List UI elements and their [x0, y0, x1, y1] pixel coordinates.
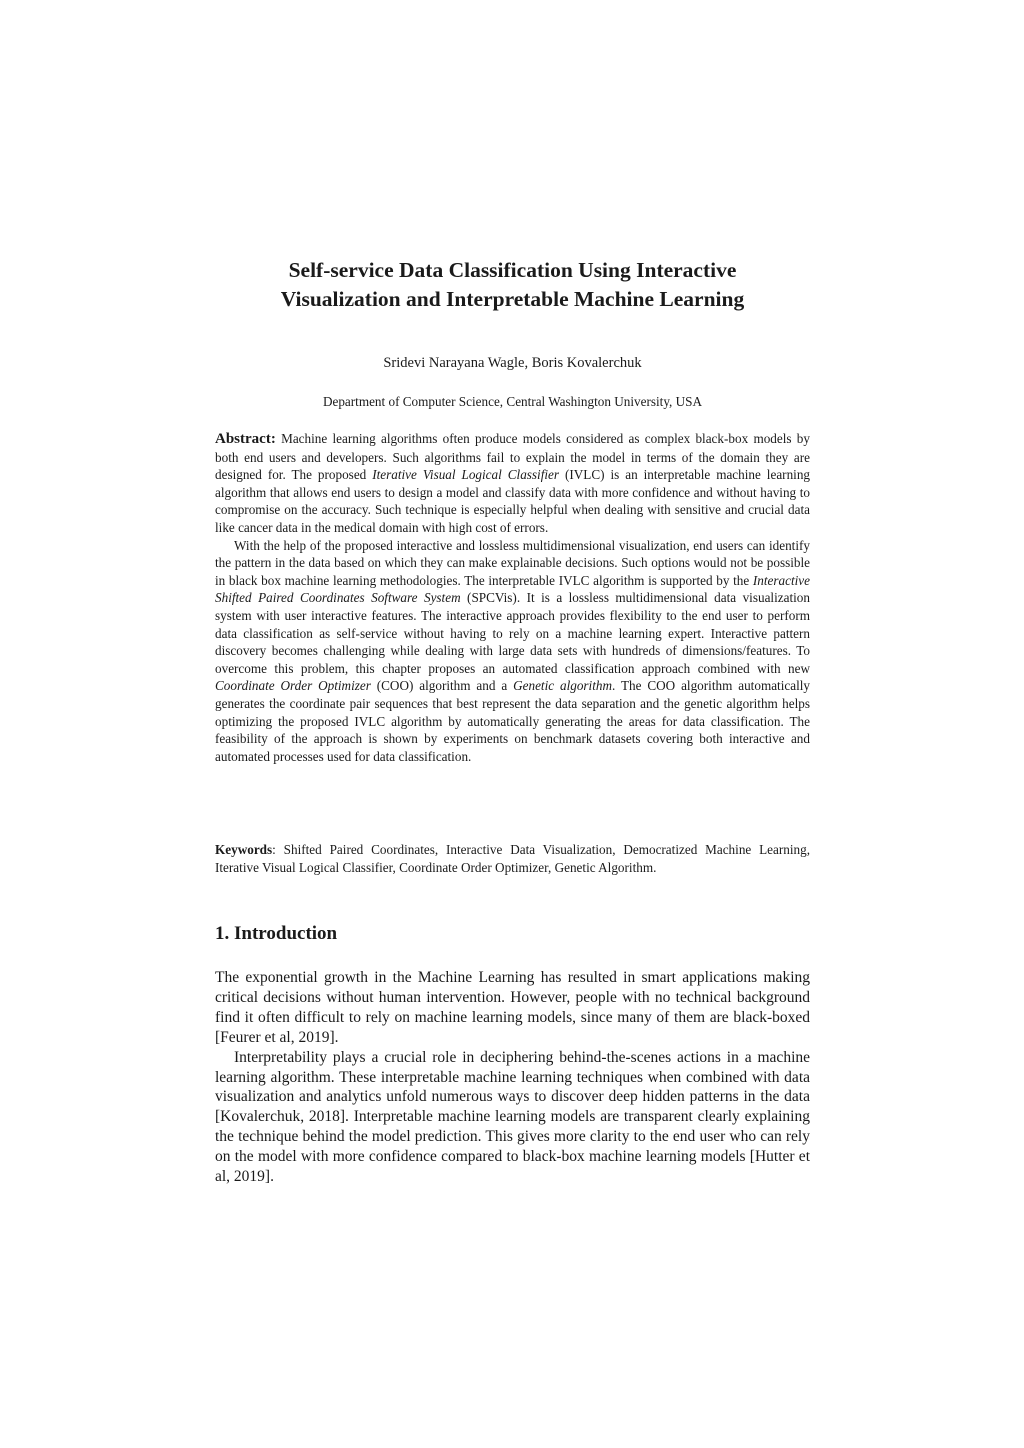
abstract-text: (SPCVis). It is a lossless multidimensional data visualization system with user interactive features. The interactive approach provides flexibility to the end user to perform data classification as self-service without having to rely on a machine learning expert. Interactive pattern discovery becomes challenging while dealing with large data sets with hundreds of dimensions/features. To overcome this problem, this chapter proposes an automated classification approach combined with new	[215, 590, 810, 676]
abstract-term-genetic: Genetic algorithm	[513, 678, 613, 694]
abstract-paragraph-2	[215, 537, 810, 766]
abstract-text: With the help of the proposed interactive and lossless multidimensional visualization, end users can identify the pattern in the data based on which they can make explainable decisions. Such options would not be possible in black box machine learning methodologies. The interpretable IVLC algorithm is supported by the	[215, 537, 810, 588]
introduction-paragraph-1: The exponential growth in the Machine Learning has resulted in smart applications making critical decisions without human intervention. However, people with no technical background find it often difficult to rely on machine learning models, since many of them are black-boxed [Feurer et al, 2019].	[215, 969, 810, 1046]
abstract-text: . The COO algorithm automatically generates the coordinate pair sequences that best represent the data separation and the genetic algorithm helps optimizing the proposed IVLC algorithm by automatically generating the areas for data classification. The feasibility of the approach is shown by experiments on benchmark datasets covering both interactive and automated processes used for data classification.	[215, 678, 811, 764]
title-line-1: Self-service Data Classification Using Interactive	[288, 258, 737, 282]
keywords-text: : Shifted Paired Coordinates, Interactive Data Visualization, Democratized Machine Learning, Iterative Visual Logical Classifier, Coordinate Order Optimizer, Genetic Algorithm.	[215, 842, 810, 875]
paper-title	[215, 256, 810, 314]
section-heading-introduction: 1. Introduction	[215, 923, 338, 944]
introduction-body	[215, 968, 810, 1187]
author-list: Sridevi Narayana Wagle, Boris Kovalerchuk	[383, 355, 642, 371]
abstract-term-coo: Coordinate Order Optimizer	[215, 678, 371, 694]
abstract-paragraph-1	[215, 430, 810, 537]
title-line-2: Visualization and Interpretable Machine Learning	[280, 287, 745, 311]
affiliation: Department of Computer Science, Central Washington University, USA	[322, 394, 703, 409]
abstract-text: Machine learning algorithms often produce models considered as complex black-box models by both end users and developers. Such algorithms fail to explain the model in terms of the domain they are designed for. The proposed	[215, 431, 810, 483]
abstract-text: (COO) algorithm and a	[370, 678, 514, 694]
abstract-label: Abstract:	[215, 431, 276, 447]
abstract-term-spcvis: Interactive Shifted Paired Coordinates Software System	[215, 572, 810, 606]
abstract-term-ivlc: Iterative Visual Logical Classifier	[372, 467, 560, 483]
keywords-label: Keywords	[215, 842, 273, 857]
introduction-paragraph-2: Interpretability plays a crucial role in deciphering behind-the-scenes actions in a machine learning algorithm. These interpretable machine learning techniques when combined with data visualization and analytics unfold numerous ways to discover deep hidden patterns in the data [Kovalerchuk, 2018]. Interpretable machine learning models are transparent clearly explaining the technique behind the model prediction. This gives more clarity to the end user who can rely on the model with more confidence compared to black-box machine learning models [Hutter et al, 2019].	[215, 1048, 810, 1186]
abstract	[215, 430, 810, 765]
keywords	[215, 841, 810, 877]
abstract-text: (IVLC) is an interpretable machine learning algorithm that allows end users to design a model and classify data with more confidence and without having to compromise on the accuracy. Such technique is especially helpful when dealing with sensitive and crucial data like cancer data in the medical domain with high cost of errors.	[215, 467, 811, 535]
